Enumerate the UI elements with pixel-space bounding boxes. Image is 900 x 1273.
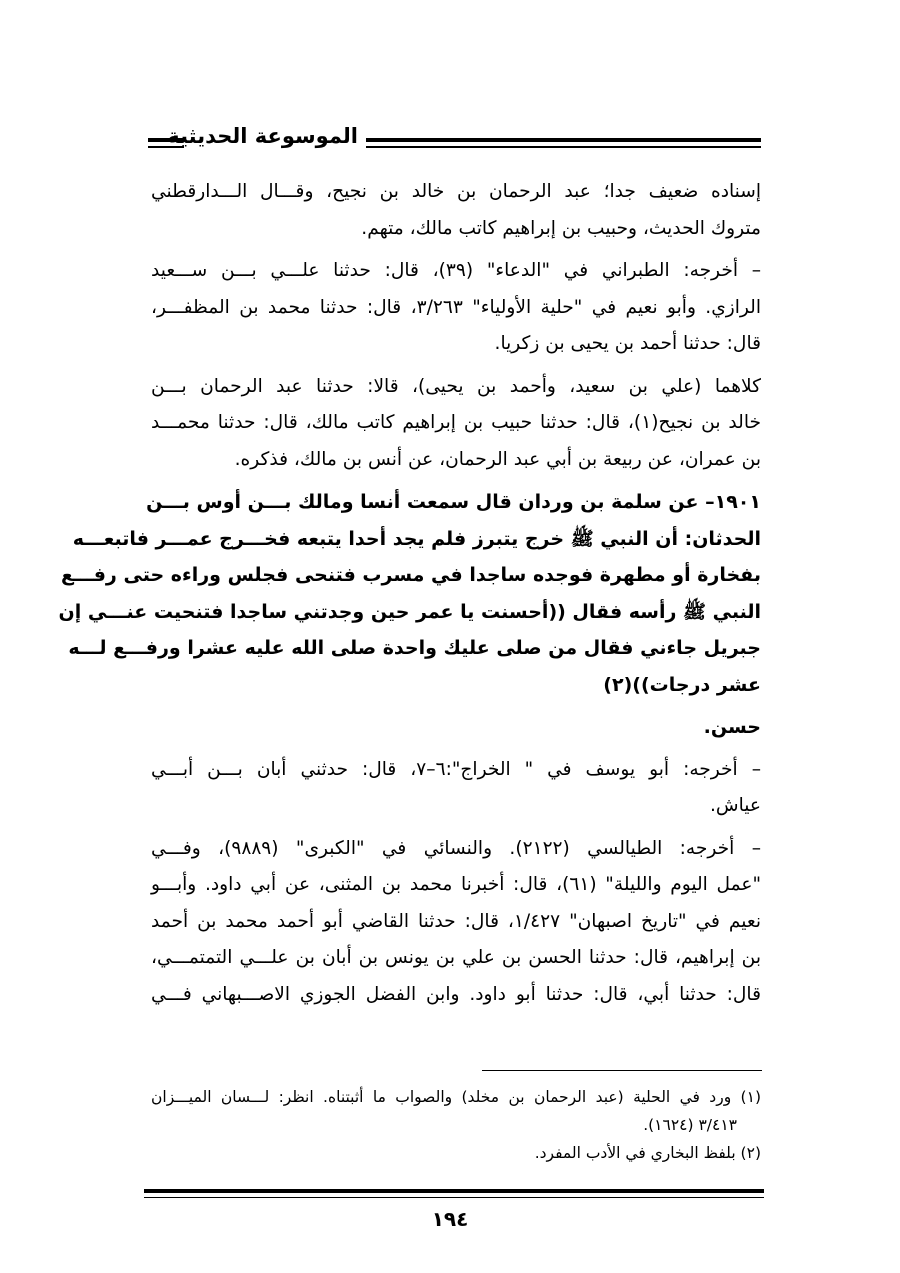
footnote-line: ٣/٤١٣ (١٦٢٤). <box>643 1116 737 1134</box>
body-line: قال: حدثنا أحمد بن يحيى بن زكريا. <box>494 333 761 354</box>
body-line: – أخرجه: الطيالسي (٢١٢٢). والنسائي في "الكبرى" (٩٨٨٩)، وفـــي <box>151 837 761 859</box>
body-line: نعيم في "تاريخ اصبهان" ١/٤٢٧، قال: حدثنا القاضي أبو أحمد محمد بن أحمد <box>151 910 761 932</box>
body-line: بن عمران، عن ربيعة بن أبي عبد الرحمان، عن أنس بن مالك، فذكره. <box>234 448 761 470</box>
body-line: حسن. <box>703 716 761 738</box>
body-line: قال: حدثنا أبي، قال: حدثنا أبو داود. وابن الفضل الجوزي الاصـــبهاني فـــي <box>151 983 761 1005</box>
body-line: جبريل جاءني فقال من صلى عليك واحدة صلى الله عليه عشرا ورفـــع لـــه <box>68 637 761 659</box>
footnote-separator <box>482 1070 762 1071</box>
header-rule-right <box>366 138 761 142</box>
body-line: ١٩٠١– عن سلمة بن وردان قال سمعت أنسا ومالك بـــن أوس بـــن <box>146 491 761 513</box>
footnote-line: (٢) بلفظ البخاري في الأدب المفرد. <box>534 1144 761 1162</box>
body-text <box>58 174 762 1013</box>
body-line: متروك الحديث، وحبيب بن إبراهيم كاتب مالك، متهم. <box>361 217 761 239</box>
footer-rule-thick <box>144 1189 764 1193</box>
body-line: خالد بن نجيح(١)، قال: حدثنا حبيب بن إبراهيم كاتب مالك، قال: حدثنا محمـــد <box>151 412 762 433</box>
footer-rule-thin <box>144 1197 764 1198</box>
body-line: النبي ﷺ رأسه فقال ((أحسنت يا عمر حين وجدتني ساجدا فتنحيت عنـــي إن <box>58 600 761 623</box>
page-number: ١٩٤ <box>431 1207 469 1231</box>
body-line: عشر درجات))(٢) <box>603 673 761 696</box>
header-title: الموسوعة الحديثية <box>167 124 358 148</box>
body-line: عياش. <box>710 795 761 816</box>
body-line: بن إبراهيم، قال: حدثنا الحسن بن علي بن يونس بن أبان بن علـــي التمتمـــي، <box>151 947 761 968</box>
footnote-line: (١) ورد في الحلية (عبد الرحمان بن مخلد) والصواب ما أثبتناه. انظر: لـــسان الميـــزان <box>151 1088 761 1106</box>
body-line: الحدثان: أن النبي ﷺ خرج يتبرز فلم يجد أحدا يتبعه فخـــرج عمـــر فاتبعـــه <box>72 527 761 550</box>
body-line: – أخرجه: أبو يوسف في " الخراج":٦–٧، قال: حدثني أبان بـــن أبـــي <box>151 758 761 780</box>
footnotes <box>151 1083 761 1167</box>
body-line: بفخارة أو مطهرة فوجده ساجدا في مسرب فتنحى فجلس وراءه حتى رفـــع <box>61 564 761 586</box>
body-line: "عمل اليوم والليلة" (٦١)، قال: أخبرنا محمد بن المثنى، عن أبي داود. وأبـــو <box>151 874 761 895</box>
page-header <box>148 124 761 168</box>
body-line: كلاهما (علي بن سعيد، وأحمد بن يحيى)، قالا: حدثنا عبد الرحمان بـــن <box>151 375 761 397</box>
header-rule-right-thin <box>366 146 761 148</box>
body-line: الرازي. وأبو نعيم في "حلية الأولياء" ٣/٢٦٣، قال: حدثنا محمد بن المظفـــر، <box>151 296 762 318</box>
body-line: إسناده ضعيف جدا؛ عبد الرحمان بن خالد بن نجيح، وقـــال الـــدارقطني <box>151 181 761 202</box>
body-line: – أخرجه: الطبراني في "الدعاء" (٣٩)، قال: حدثنا علـــي بـــن ســـعيد <box>151 260 761 281</box>
